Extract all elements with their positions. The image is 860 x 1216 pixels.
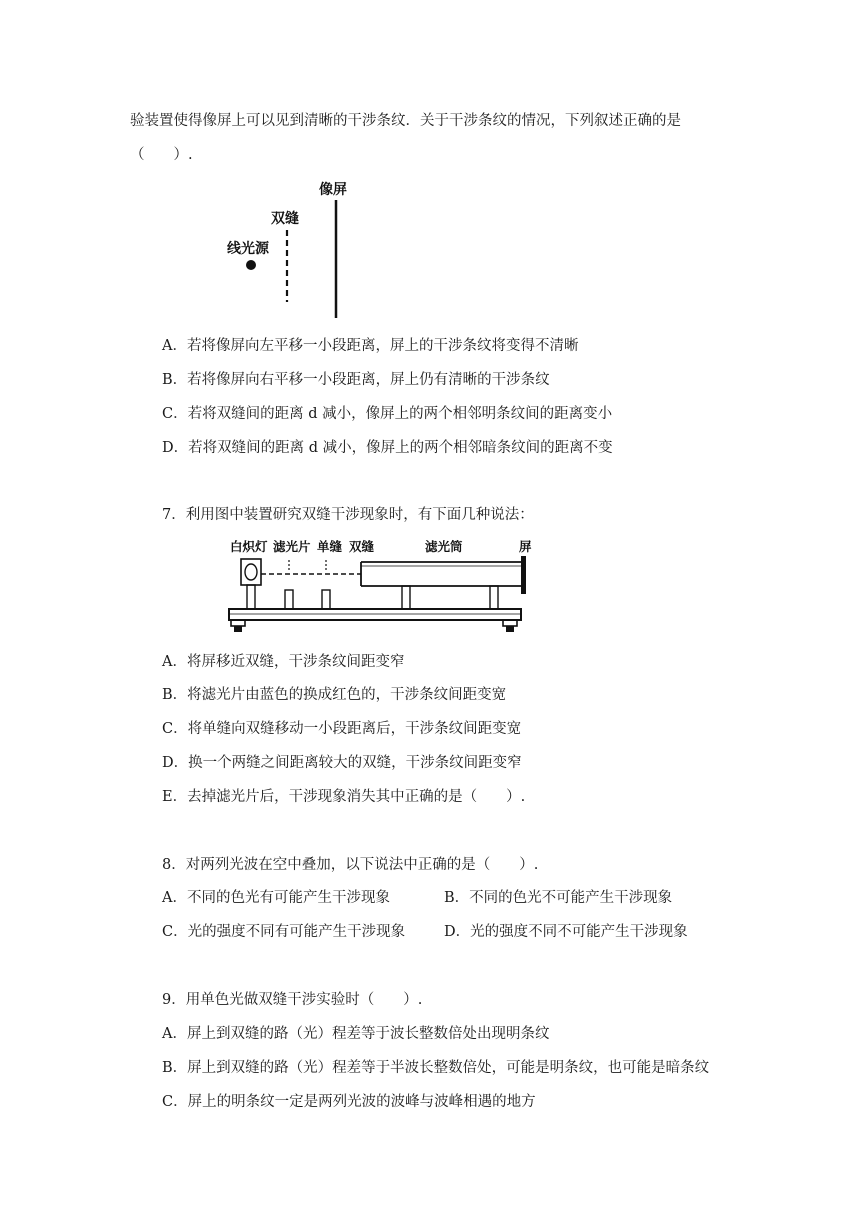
optical-bench <box>229 609 521 620</box>
q9-stem: 9．用单色光做双缝干涉实验时（ ）. <box>162 992 423 1008</box>
lamp-label: 白炽灯 <box>230 539 268 554</box>
q6-option-a: A．若将像屏向左平移一小段距离，屏上的干涉条纹将变得不清晰 <box>162 338 579 354</box>
q7-stem: 7．利用图中装置研究双缝干涉现象时，有下面几种说法： <box>162 507 534 523</box>
line-source-dot <box>246 260 256 270</box>
double-slit-label: 双缝 <box>349 539 375 554</box>
q7-option-e: E．去掉滤光片后，干涉现象消失其中正确的是（ ）. <box>162 789 526 805</box>
single-slit-holder <box>322 590 330 609</box>
q7-option-d: D．换一个两缝之间距离较大的双缝，干涉条纹间距变窄 <box>162 755 522 771</box>
q6-option-c: C．若将双缝间的距离 d 减小，像屏上的两个相邻明条纹间的距离变小 <box>162 406 613 422</box>
q7-option-a: A．将屏移近双缝，干涉条纹间距变窄 <box>162 654 405 670</box>
slit-label: 双缝 <box>271 211 299 227</box>
filter-label: 滤光片 <box>273 539 311 554</box>
q8-option-b: B．不同的色光不可能产生干涉现象 <box>444 890 673 906</box>
intro-line-2: （ ）. <box>130 147 193 163</box>
q6-option-b: B．若将像屏向右平移一小段距离，屏上仍有清晰的干涉条纹 <box>162 372 550 388</box>
q9-option-a: A．屏上到双缝的路（光）程差等于波长整数倍处出现明条纹 <box>162 1026 550 1042</box>
q7-option-c: C．将单缝向双缝移动一小段距离后，干涉条纹间距变宽 <box>162 721 522 737</box>
q7-option-b: B．将滤光片由蓝色的换成红色的，干涉条纹间距变宽 <box>162 687 507 703</box>
q8-stem: 8．对两列光波在空中叠加，以下说法中正确的是（ ）. <box>162 857 539 873</box>
figure-interference-apparatus <box>225 536 535 638</box>
intro-line-1: 验装置使得像屏上可以见到清晰的干涉条纹．关于干涉条纹的情况，下列叙述正确的是 <box>130 113 681 129</box>
q8-option-d: D．光的强度不同不可能产生干涉现象 <box>444 924 688 940</box>
screen-label-2: 屏 <box>519 539 532 554</box>
tube-label: 滤光筒 <box>425 539 463 554</box>
q8-option-a: A．不同的色光有可能产生干涉现象 <box>162 890 390 906</box>
q8-option-c: C．光的强度不同有可能产生干涉现象 <box>162 924 406 940</box>
figure-double-slit-setup <box>215 172 365 322</box>
single-slit-label: 单缝 <box>317 539 343 554</box>
source-label: 线光源 <box>227 241 269 257</box>
screen-plate <box>521 556 526 594</box>
q9-option-c: C．屏上的明条纹一定是两列光波的波峰与波峰相遇的地方 <box>162 1094 536 1110</box>
lamp-housing <box>241 559 261 585</box>
filter-holder <box>285 590 293 609</box>
screen-label: 像屏 <box>319 182 347 198</box>
lamp-bulb <box>245 564 257 580</box>
q6-option-d: D．若将双缝间的距离 d 减小，像屏上的两个相邻暗条纹间的距离不变 <box>162 440 613 456</box>
q9-option-b: B．屏上到双缝的路（光）程差等于半波长整数倍处，可能是明条纹，也可能是暗条纹 <box>162 1060 710 1076</box>
